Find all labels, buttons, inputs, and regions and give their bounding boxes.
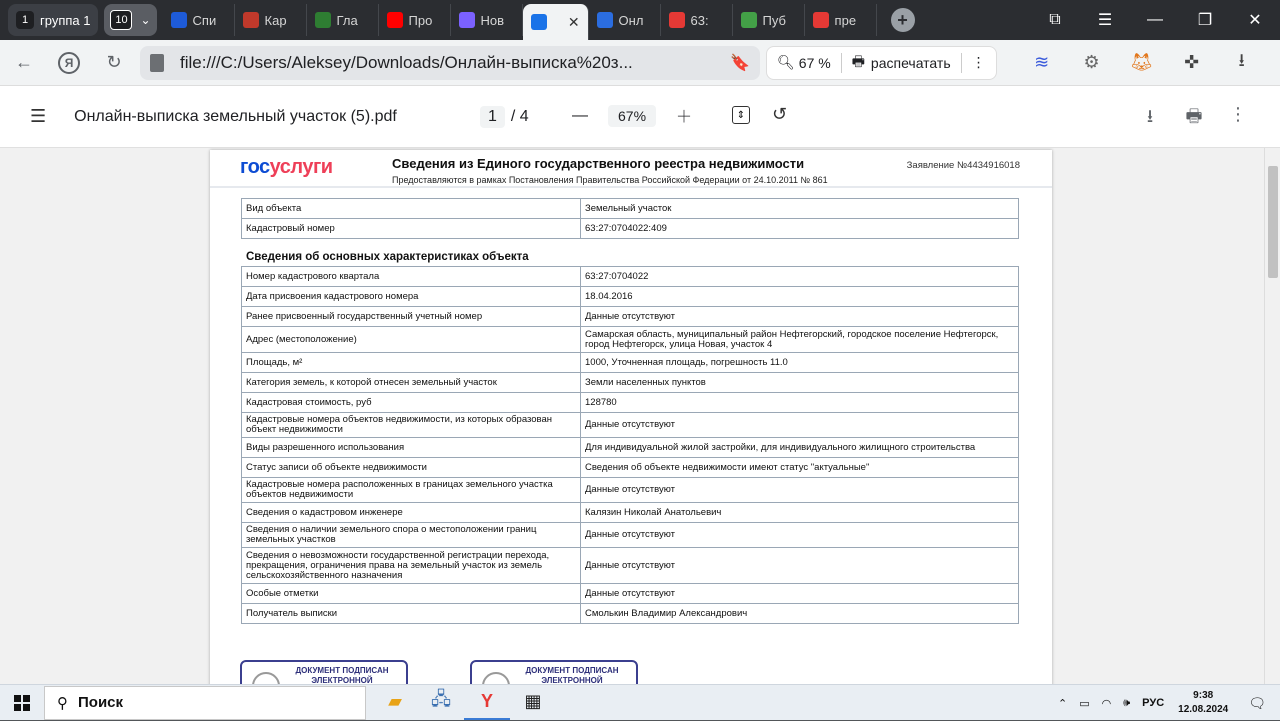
- page-indicator: [480, 106, 529, 128]
- metamask-icon[interactable]: 🦊︎: [1130, 52, 1154, 72]
- field-value: Данные отсутствуют: [581, 478, 1019, 503]
- favicon-icon: [387, 12, 403, 28]
- zoom-in-button[interactable]: ＋: [676, 109, 693, 126]
- stamp-text: ДОКУМЕНТ ПОДПИСАН ЭЛЕКТРОННОЙ: [295, 666, 389, 684]
- tab-label: Онл: [618, 12, 644, 28]
- favicon-icon: [315, 12, 331, 28]
- time: 9:38: [1193, 690, 1214, 701]
- tab-search-icon[interactable]: ⧉: [1049, 11, 1061, 28]
- new-tab-button[interactable]: +: [891, 8, 915, 32]
- table-row: [242, 287, 1019, 307]
- rotate-icon[interactable]: ↺: [772, 104, 788, 124]
- back-icon[interactable]: ←: [15, 52, 33, 72]
- more-icon[interactable]: ⋮: [971, 54, 986, 70]
- tab-list: [163, 0, 877, 40]
- pdf-zoom-control: [572, 104, 692, 127]
- pdf-page: [210, 150, 1052, 684]
- window-controls: [1030, 0, 1280, 40]
- pdf-actions: [1128, 104, 1260, 134]
- downloads-icon[interactable]: ⭳: [1238, 49, 1245, 70]
- page-total: / 4: [510, 108, 529, 125]
- taskbar-search[interactable]: [44, 686, 366, 720]
- field-value: Данные отсутствуют: [581, 307, 1019, 327]
- field-label: Категория земель, к которой отнесен земельный участок: [242, 373, 581, 393]
- yandex-icon[interactable]: Я: [58, 52, 80, 74]
- doc-subtitle: Предоставляются в рамках Постановления Правительства Российской Федерации от 24.10.2011 № 861: [392, 175, 828, 185]
- favicon-icon: [813, 12, 829, 28]
- taskbar: [0, 684, 1280, 720]
- address-bar-row: [0, 40, 1280, 86]
- field-label: Особые отметки: [242, 584, 581, 604]
- tab-label: Гла: [336, 12, 358, 28]
- browser-tab[interactable]: [589, 4, 661, 36]
- application-number: Заявление №4434916018: [906, 160, 1020, 171]
- file-explorer-icon[interactable]: ▰: [388, 691, 402, 711]
- divider: [961, 53, 962, 73]
- extension-layers-icon[interactable]: ≋: [1034, 52, 1050, 72]
- gosuslugi-logo: госуслуги: [240, 156, 333, 178]
- field-label: Вид объекта: [242, 199, 581, 219]
- signature-stamp: [240, 660, 408, 684]
- field-label: Сведения о кадастровом инженере: [242, 503, 581, 523]
- field-value: Для индивидуальной жилой застройки, для индивидуального жилищного строительства: [581, 438, 1019, 458]
- field-label: Дата присвоения кадастрового номера: [242, 287, 581, 307]
- table-row: [242, 219, 1019, 239]
- favicon-icon: [459, 12, 475, 28]
- tab-label: Про: [408, 12, 433, 28]
- browser-tab[interactable]: [523, 4, 589, 40]
- browser-tab[interactable]: [451, 4, 523, 36]
- table-row: [242, 373, 1019, 393]
- pdf-toolbar: [0, 86, 1280, 148]
- clock[interactable]: [1178, 689, 1228, 717]
- characteristics-table: [241, 266, 1019, 624]
- field-value: Земельный участок: [581, 199, 1019, 219]
- object-table: [241, 198, 1019, 239]
- extension-gear-icon[interactable]: ⚙: [1083, 52, 1100, 72]
- table-row: [242, 438, 1019, 458]
- doc-title: Сведения из Единого государственного реестра недвижимости: [392, 156, 805, 171]
- field-label: Адрес (местоположение): [242, 327, 581, 353]
- date: 12.08.2024: [1178, 704, 1229, 715]
- favicon-icon: [243, 12, 259, 28]
- field-label: Виды разрешенного использования: [242, 438, 581, 458]
- table-row: [242, 478, 1019, 503]
- minimize-button[interactable]: —: [1147, 11, 1163, 28]
- stamp-text: ДОКУМЕНТ ПОДПИСАН ЭЛЕКТРОННОЙ: [525, 666, 619, 684]
- field-label: Номер кадастрового квартала: [242, 267, 581, 287]
- system-tray: [1052, 685, 1280, 721]
- pdf-title: Онлайн-выписка земельный участок (5).pdf: [74, 107, 397, 125]
- field-label: Получатель выписки: [242, 604, 581, 624]
- file-icon: [150, 54, 164, 72]
- windows-icon: [14, 695, 30, 711]
- field-value: Данные отсутствуют: [581, 584, 1019, 604]
- field-value: 18.04.2016: [581, 287, 1019, 307]
- chevron-up-icon[interactable]: ⌃: [1058, 697, 1068, 710]
- print-icon[interactable]: 🖶: [1185, 106, 1203, 126]
- browser-tab[interactable]: [379, 4, 451, 36]
- table-row: [242, 523, 1019, 548]
- network-app-icon[interactable]: 🖧: [430, 688, 452, 709]
- divider: [841, 53, 842, 73]
- windows-start-button[interactable]: [0, 695, 44, 711]
- tab-group-label: группа 1: [40, 12, 91, 28]
- search-icon: ⚲: [57, 694, 68, 712]
- table-row: [242, 267, 1019, 287]
- table-row: [242, 353, 1019, 373]
- pdf-viewer[interactable]: [0, 148, 1280, 684]
- close-tab-icon[interactable]: ✕: [567, 13, 580, 30]
- table-row: [242, 458, 1019, 478]
- volume-icon[interactable]: 🕪: [1123, 696, 1131, 709]
- field-value: Сведения об объекте недвижимости имеют статус "актуальные": [581, 458, 1019, 478]
- menu-icon[interactable]: ☰: [1097, 12, 1113, 29]
- browser-tab[interactable]: [805, 4, 877, 36]
- zoom-icon[interactable]: 🔍︎: [777, 54, 795, 70]
- favicon-icon: [171, 12, 187, 28]
- field-label: Кадастровые номера расположенных в границах земельного участка объектов недвижимости: [242, 478, 581, 503]
- field-value: Самарская область, муниципальный район Нефтегорский, городское поселение Нефтегорск, город Нефтегорск, улица Новая, участок 4: [581, 327, 1019, 353]
- field-value: Земли населенных пунктов: [581, 373, 1019, 393]
- table-row: [242, 503, 1019, 523]
- tab-group-number: 1: [16, 11, 34, 29]
- field-value: 63:27:0704022: [581, 267, 1019, 287]
- browser-tab[interactable]: [307, 4, 379, 36]
- field-label: Статус записи об объекте недвижимости: [242, 458, 581, 478]
- field-label: Сведения о наличии земельного спора о местоположении границ земельных участков: [242, 523, 581, 548]
- field-value: 63:27:0704022:409: [581, 219, 1019, 239]
- menu-icon[interactable]: ☰: [30, 106, 47, 126]
- extension-puzzle-icon[interactable]: ✜: [1184, 52, 1200, 72]
- battery-icon[interactable]: ▭: [1079, 697, 1090, 710]
- field-value: 1000, Уточненная площадь, погрешность 11.0: [581, 353, 1019, 373]
- tab-group-number: 10: [110, 10, 132, 30]
- table-row: [242, 584, 1019, 604]
- favicon-icon: [531, 14, 547, 30]
- table-row: [242, 327, 1019, 353]
- table-row: [242, 413, 1019, 438]
- table-row: [242, 307, 1019, 327]
- doc-header: [210, 150, 1052, 188]
- favicon-icon: [669, 12, 685, 28]
- notification-icon[interactable]: 🗨: [1248, 694, 1266, 711]
- table-row: [242, 393, 1019, 413]
- tab-label: Пуб: [762, 12, 786, 28]
- tab-strip: [0, 0, 1280, 40]
- search-label: Поиск: [78, 694, 124, 711]
- tab-label: пре: [834, 12, 857, 28]
- zoom-out-button[interactable]: —: [572, 106, 588, 124]
- zoom-print-pill: [766, 46, 997, 80]
- download-icon[interactable]: ⭳: [1146, 106, 1154, 126]
- taskbar-apps: [372, 686, 556, 720]
- wifi-icon[interactable]: ◠: [1101, 697, 1112, 710]
- field-label: Площадь, м²: [242, 353, 581, 373]
- table-row: [242, 548, 1019, 584]
- field-value: Смолькин Владимир Александрович: [581, 604, 1019, 624]
- field-label: Ранее присвоенный государственный учетный номер: [242, 307, 581, 327]
- print-button[interactable]: распечатать: [870, 54, 951, 71]
- tab-label: Нов: [480, 12, 505, 28]
- field-label: Кадастровый номер: [242, 219, 581, 239]
- tab-group-2[interactable]: [104, 4, 156, 36]
- field-label: Кадастровые номера объектов недвижимости, из которых образован объект недвижимости: [242, 413, 581, 438]
- field-label: Сведения о невозможности государственной регистрации перехода, прекращения, ограничения права на земельный участок из земель сельскохозяйственного назначения: [242, 548, 581, 584]
- scrollbar[interactable]: [1264, 148, 1280, 684]
- extensions: [1017, 48, 1267, 78]
- field-value: 128780: [581, 393, 1019, 413]
- signature-stamp: [470, 660, 638, 684]
- favicon-icon: [741, 12, 757, 28]
- field-value: Данные отсутствуют: [581, 548, 1019, 584]
- fit-page-icon[interactable]: ⇕: [732, 106, 750, 124]
- close-window-button[interactable]: ✕: [1248, 12, 1262, 29]
- emblem-icon: [252, 672, 280, 684]
- restore-button[interactable]: ❐: [1197, 12, 1213, 29]
- tab-label: Кар: [264, 12, 287, 28]
- field-value: Данные отсутствуют: [581, 523, 1019, 548]
- url-field[interactable]: [140, 46, 760, 80]
- emblem-icon: [482, 672, 510, 684]
- scrollbar-thumb[interactable]: [1268, 166, 1278, 278]
- field-value: Данные отсутствуют: [581, 413, 1019, 438]
- page-current-input[interactable]: 1: [480, 106, 505, 128]
- browser-tab[interactable]: [661, 4, 733, 36]
- field-label: Кадастровая стоимость, руб: [242, 393, 581, 413]
- table-row: [242, 604, 1019, 624]
- browser-tab[interactable]: [235, 4, 307, 36]
- tab-label: 63:: [690, 12, 709, 28]
- calculator-icon[interactable]: ▦: [524, 691, 542, 711]
- reload-icon[interactable]: ↻: [106, 52, 122, 72]
- field-value: Калязин Николай Анатольевич: [581, 503, 1019, 523]
- language-indicator[interactable]: РУС: [1142, 697, 1165, 709]
- browser-tab[interactable]: [733, 4, 805, 36]
- browser-zoom-value[interactable]: 67 %: [798, 54, 831, 71]
- browser-tab[interactable]: [163, 4, 235, 36]
- yandex-browser-icon[interactable]: Y: [464, 686, 510, 720]
- print-icon[interactable]: 🖶: [851, 52, 865, 69]
- section-title: Сведения об основных характеристиках объекта: [246, 251, 529, 263]
- tab-label: Спи: [192, 12, 217, 28]
- bookmark-icon[interactable]: 🔖: [730, 54, 750, 72]
- more-icon[interactable]: ⋮: [1229, 104, 1247, 124]
- favicon-icon: [597, 12, 613, 28]
- table-row: [242, 199, 1019, 219]
- chevron-down-icon: ⌄: [140, 13, 151, 27]
- pdf-zoom-value[interactable]: 67%: [608, 105, 656, 127]
- tab-group-1[interactable]: [8, 4, 98, 36]
- url-text: file:///C:/Users/Aleksey/Downloads/Онлайн-выписка%20з...: [180, 52, 633, 72]
